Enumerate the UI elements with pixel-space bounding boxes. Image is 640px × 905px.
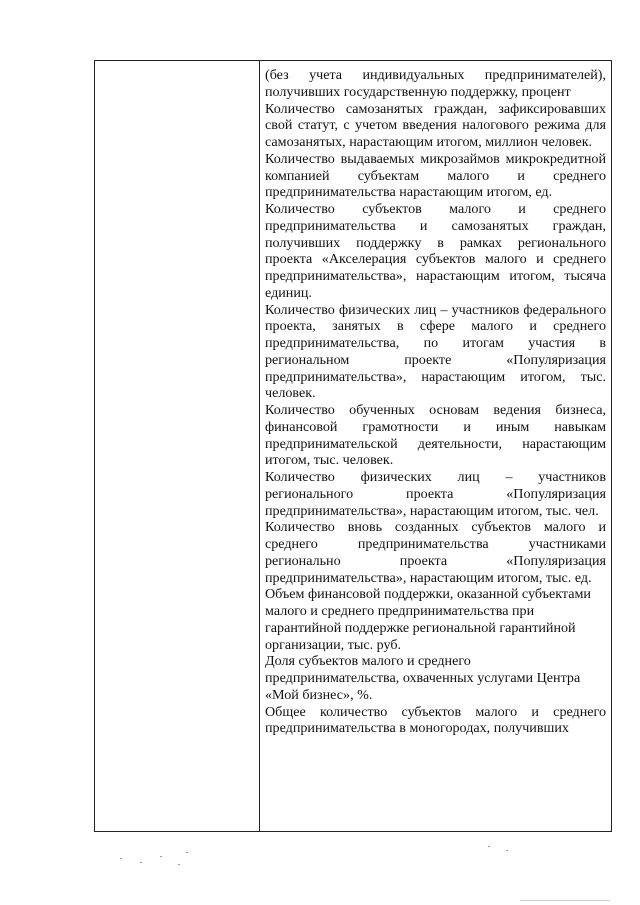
- indicator-paragraph: Количество вновь созданных субъектов малого и среднего предпринимательства участниками регионально проекта «Популяризация предпринимательства», нарастающим итогом, тыс. ед.: [265, 519, 606, 586]
- indicator-paragraph: Количество физических лиц – участников регионального проекта «Популяризация предпринимательства», нарастающим итогом, тыс. чел.: [265, 469, 606, 519]
- scan-artifact: [160, 856, 162, 857]
- scan-artifact: [506, 850, 508, 851]
- indicator-paragraph: Количество обученных основам ведения бизнеса, финансовой грамотности и иным навыкам предпринимательской деятельности, нарастающим итогом, тыс. человек.: [265, 402, 606, 469]
- column-divider: [259, 61, 260, 831]
- left-column-empty-cell: [95, 61, 259, 831]
- indicator-paragraph: Количество физических лиц – участников федерального проекта, занятых в сфере малого и среднего предпринимательства, по итогам участия в региональном проекте «Популяризация предпринимательства», нарастающим итогом, тыс. человек.: [265, 301, 606, 402]
- indicator-paragraph: (без учета индивидуальных предпринимателей), получивших государственную поддержку, процент: [265, 67, 606, 100]
- indicator-paragraph: Общее количество субъектов малого и среднего предпринимательства в моногородах, получивших: [265, 703, 606, 737]
- scan-artifact: [140, 862, 142, 863]
- indicators-cell: [265, 67, 606, 831]
- scan-artifact: [520, 900, 610, 901]
- scan-artifact: [120, 858, 122, 859]
- indicator-paragraph: Количество выдаваемых микрозаймов микрокредитной компанией субъектам малого и среднего предпринимательства нарастающим итогом, ед.: [265, 150, 606, 201]
- scan-artifact: [178, 864, 180, 865]
- document-table: [94, 60, 612, 832]
- indicator-paragraph: Количество самозанятых граждан, зафиксировавших свой статут, с учетом введения налогового режима для самозанятых, нарастающим итогом, миллион человек.: [265, 100, 606, 150]
- indicator-paragraph: Количество субъектов малого и среднего предпринимательства и самозанятых граждан, получивших поддержку в рамках регионального проекта «Акселерация субъектов малого и среднего предпринимательства», нарастающим итогом, тысяча единиц.: [265, 201, 606, 301]
- scan-artifact: [488, 846, 490, 847]
- scan-artifact: [186, 852, 188, 853]
- indicator-paragraph: Объем финансовой поддержки, оказанной субъектами малого и среднего предпринимательства при гарантийной поддержке региональной гарантийной организации, тыс. руб.: [265, 586, 591, 653]
- indicator-paragraph: Доля субъектов малого и среднего предпринимательства, охваченных услугами Центра «Мой бизнес», %.: [265, 653, 581, 703]
